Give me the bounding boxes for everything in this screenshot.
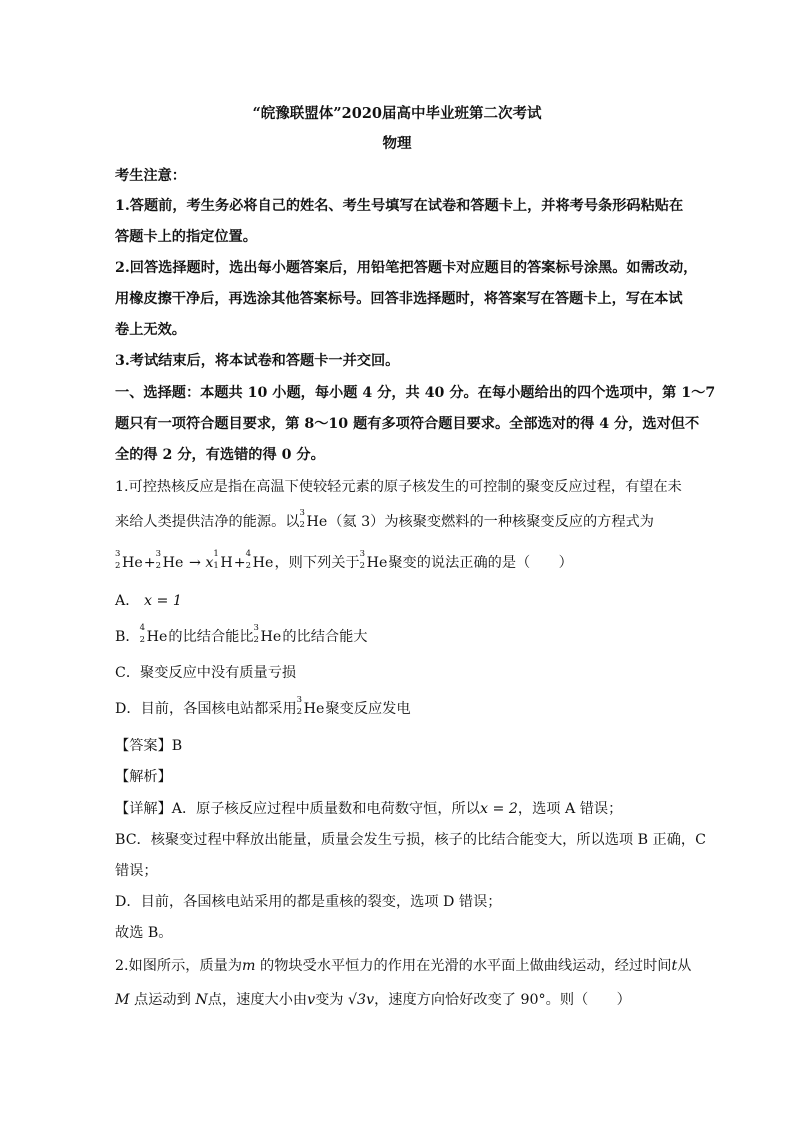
option-b-mid: 的比结合能比 [168,629,254,645]
eq-coef-x: x [205,555,214,571]
option-b-he3: 3 2 He [253,623,282,645]
q2-var-M: M [115,992,130,1008]
q2-var-m: m [242,958,256,974]
notice-item-1-line-1: 1.答题前，考生务必将自己的姓名、考生号填写在试卷和答题卡上，并将考号条形码粘贴在 [115,198,684,214]
q2-var-v: v [307,992,316,1008]
eq-arrow: → [188,555,201,571]
notice-heading: 考生注意： [115,168,186,184]
q1-stem-line-3-tail: ，则下列关于 [274,555,360,571]
q1-stem-line-2-b: （氦 3）为核聚变燃料的一种核聚变反应的方程式为 [328,514,654,530]
eq-he4: 4 2 He [245,549,274,571]
eq-h1: 1 1 H [213,549,233,571]
option-a-expr: x = 1 [143,593,182,609]
q2-var-N: N [195,992,208,1008]
q1-option-d [115,695,680,719]
option-b-he4: 4 2 He [139,623,168,645]
q1-detail-1 [115,799,680,819]
q1-stem-line-1: 1.可控热核反应是指在高温下使较轻元素的原子核发生的可控制的聚变反应过程，有望在未 [115,479,682,495]
q1-detail-2-line-1: BC．核聚变过程中释放出能量，质量会发生亏损，核子的比结合能变大，所以选项 B 正确，C [115,832,706,848]
section-1-line-3: 全的得 2 分，有选错的得 0 分。 [115,447,325,463]
q1-stem-line-2-a: 来给人类提供洁净的能源。以 [115,514,300,530]
section-1-line-1: 一、选择题：本题共 10 小题，每小题 4 分，共 40 分。在每小题给出的四个选项中，第 1～7 [115,385,716,401]
q2-sqrt3v: √3v [348,992,375,1008]
q2-var-t: t [671,958,678,974]
detail-1-a: 【详解】A．原子核反应过程中质量数和电荷数守恒，所以 [115,801,480,817]
nuclide-he3-c: 3 2 He [359,549,388,571]
option-d-he3: 3 2 He [296,695,325,717]
q1-detail-2-line-2: 错误； [115,863,158,879]
section-1-line-2: 题只有一项符合题目要求，第 8～10 题有多项符合题目要求。全部选对的得 4 分，选对但不 [115,416,700,432]
q1-option-c: C．聚变反应中没有质量亏损 [115,665,297,681]
q2-line-1-a: 2.如图所示，质量为 [115,958,243,974]
q2-line-2-a: 点运动到 [134,992,191,1008]
q1-stem-line-2 [115,508,680,532]
option-d-b: 聚变反应发电 [325,701,411,717]
q1-detail-3: D．目前，各国核电站采用的都是重核的裂变，选项 D 错误； [115,894,502,910]
q1-equation-line [115,549,680,573]
q2-line-2 [115,990,680,1010]
q1-conclusion: 故选 B。 [115,925,173,941]
detail-1-b: ，选项 A 错误； [517,801,623,817]
notice-item-2-line-3: 卷上无效。 [115,322,186,338]
subject-title: 物理 [382,135,412,152]
q2-line-2-d: ，速度方向恰好改变了 90°。则（ ） [374,992,631,1008]
q1-answer: 【答案】B [115,738,183,754]
detail-1-math: x = 2 [479,801,518,817]
eq-he3-a: 3 2 He [115,549,143,571]
q1-analysis-heading: 【解析】 [115,769,172,785]
eq-he3-b: 3 2 He [155,549,184,571]
q2-line-2-b: 点，速度大小由 [207,992,308,1008]
q2-line-1-b: 的物块受水平恒力的作用在光滑的水平面上做曲线运动，经过时间 [260,958,672,974]
notice-item-2-line-1: 2.回答选择题时，选出每小题答案后，用铅笔把答题卡对应题目的答案标号涂黑。如需改动， [115,260,698,276]
nuclide-he3: 3 2 He [299,508,328,530]
q1-option-a [115,591,680,611]
option-b-label: B． [115,629,140,645]
q2-line-1-c: 从 [677,958,692,974]
q1-stem-line-3-end: 聚变的说法正确的是（ ） [388,555,573,571]
q2-line-1 [115,956,692,976]
notice-item-1-line-2: 答题卡上的指定位置。 [115,229,257,245]
eq-plus-1: + [143,555,156,571]
q2-line-2-c: 变为 [315,992,344,1008]
option-d-a: D．目前，各国核电站都采用 [115,701,297,717]
notice-item-3: 3.考试结束后，将本试卷和答题卡一并交回。 [115,353,400,369]
eq-plus-2: + [233,555,246,571]
option-b-end: 的比结合能大 [282,629,368,645]
q1-option-b [115,623,680,647]
notice-item-2-line-2: 用橡皮擦干净后，再选涂其他答案标号。回答非选择题时，将答案写在答题卡上，写在本试 [115,291,683,307]
option-a-label: A． [115,593,140,609]
exam-title: “皖豫联盟体”2020届高中毕业班第二次考试 [252,105,542,122]
